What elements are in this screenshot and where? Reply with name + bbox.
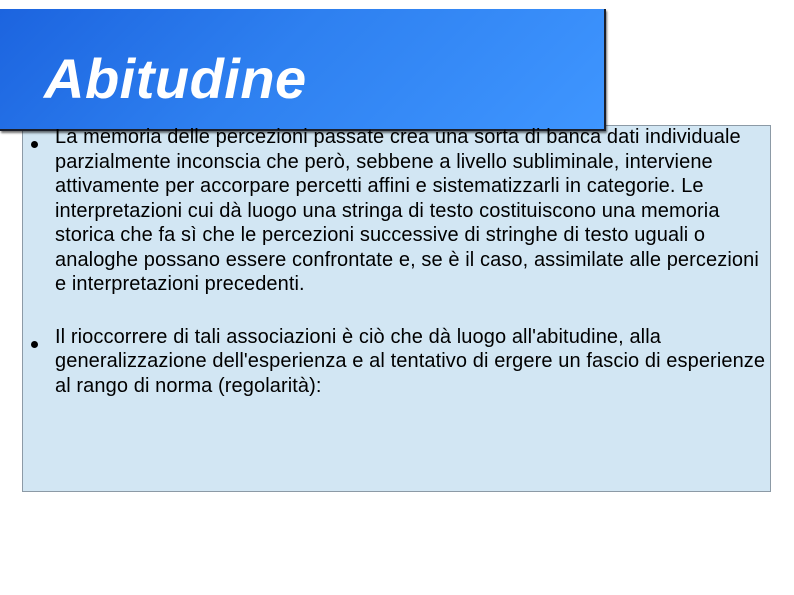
bullet-dot-icon [31, 141, 38, 148]
bullet-dot-icon [31, 341, 38, 348]
bullet-text: La memoria delle percezioni passate crea una sorta di banca dati individuale parzialmente inconscia che però, sebbene a livello subliminale, interviene attivamente per accorpare percetti affini e sistematizzarli in categorie. Le interpretazioni cui dà luogo una stringa di testo costituiscono una memoria storica che fa sì che le percezioni successive di stringhe di testo uguali o analoghe possano essere confrontate e, se è il caso, assimilate alle percezioni e interpretazioni precedenti. [55, 126, 759, 295]
bullet-item [28, 325, 768, 399]
bullet-item [28, 125, 768, 297]
slide-title: Abitudine [44, 47, 307, 110]
bullet-list [28, 125, 768, 398]
title-banner [0, 9, 606, 131]
bullet-text: Il rioccorrere di tali associazioni è ciò che dà luogo all'abitudine, alla generalizzazione dell'esperienza e al tentativo di ergere un fascio di esperienze al rango di norma (regolarità): [55, 325, 766, 397]
